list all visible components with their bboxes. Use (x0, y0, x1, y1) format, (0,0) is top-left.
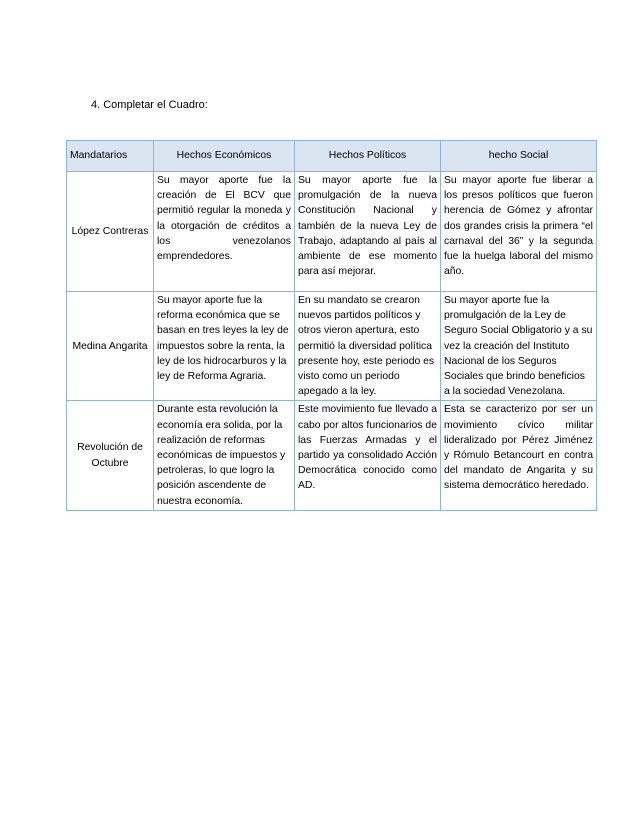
header-hechos-politicos: Hechos Políticos (295, 141, 441, 172)
cell-economicos: Su mayor aporte fue la reforma económica que se basan en tres leyes la ley de impuestos sobre la renta, la ley de los hidrocarburos y la ley de Reforma Agraria. (154, 292, 295, 401)
comparison-table (66, 140, 597, 511)
cell-social: Esta se caracterizo por ser un movimiento cívico militar lideralizado por Pérez Jiménez y Rómulo Betancourt en contra del mandato de Angarita y su sistema democrático heredado. (441, 401, 597, 510)
cell-economicos: Durante esta revolución la economía era solida, por la realización de reformas económicas de impuestos y petroleras, lo que logro la posición ascendente de nuestra economía. (154, 401, 295, 510)
table-row-lopez-contreras (67, 172, 597, 292)
section-heading: 4. Completar el Cuadro: (91, 99, 208, 111)
cell-social: Su mayor aporte fue la promulgación de la Ley de Seguro Social Obligatorio y a su vez la creación del Instituto Nacional de los Seguros Sociales que brindo beneficios a la sociedad Venezolana. (441, 292, 597, 401)
table-row-medina-angarita (67, 292, 597, 401)
table-header-row (67, 141, 597, 172)
header-mandatarios: Mandatarios (67, 141, 154, 172)
table-row-revolucion-de-octubre (67, 401, 597, 510)
cell-politicos: Este movimiento fue llevado a cabo por altos funcionarios de las Fuerzas Armadas y el partido ya consolidado Acción Democrática conocido como AD. (295, 401, 441, 510)
cell-mandatario: López Contreras (67, 172, 154, 292)
cell-politicos: En su mandato se crearon nuevos partidos políticos y otros vieron apertura, esto permitió la diversidad política presente hoy, este periodo es visto como un periodo apegado a la ley. (295, 292, 441, 401)
cell-mandatario: Revolución de Octubre (67, 401, 154, 510)
header-hechos-economicos: Hechos Económicos (154, 141, 295, 172)
cell-politicos: Su mayor aporte fue la promulgación de la nueva Constitución Nacional y también de la nueva Ley de Trabajo, adaptando al país al ambiente de ese momento para así mejorar. (295, 172, 441, 292)
cell-mandatario: Medina Angarita (67, 292, 154, 401)
cell-economicos: Su mayor aporte fue la creación de El BCV que permitió regular la moneda y la otorgación de créditos a los venezolanos emprendedores. (154, 172, 295, 292)
cell-social: Su mayor aporte fue liberar a los presos políticos que fueron herencia de Gómez y afrontar dos grandes crisis la primera “el carnaval del 36” y la segunda fue la huelga laboral del mismo año. (441, 172, 597, 292)
header-hecho-social: hecho Social (441, 141, 597, 172)
